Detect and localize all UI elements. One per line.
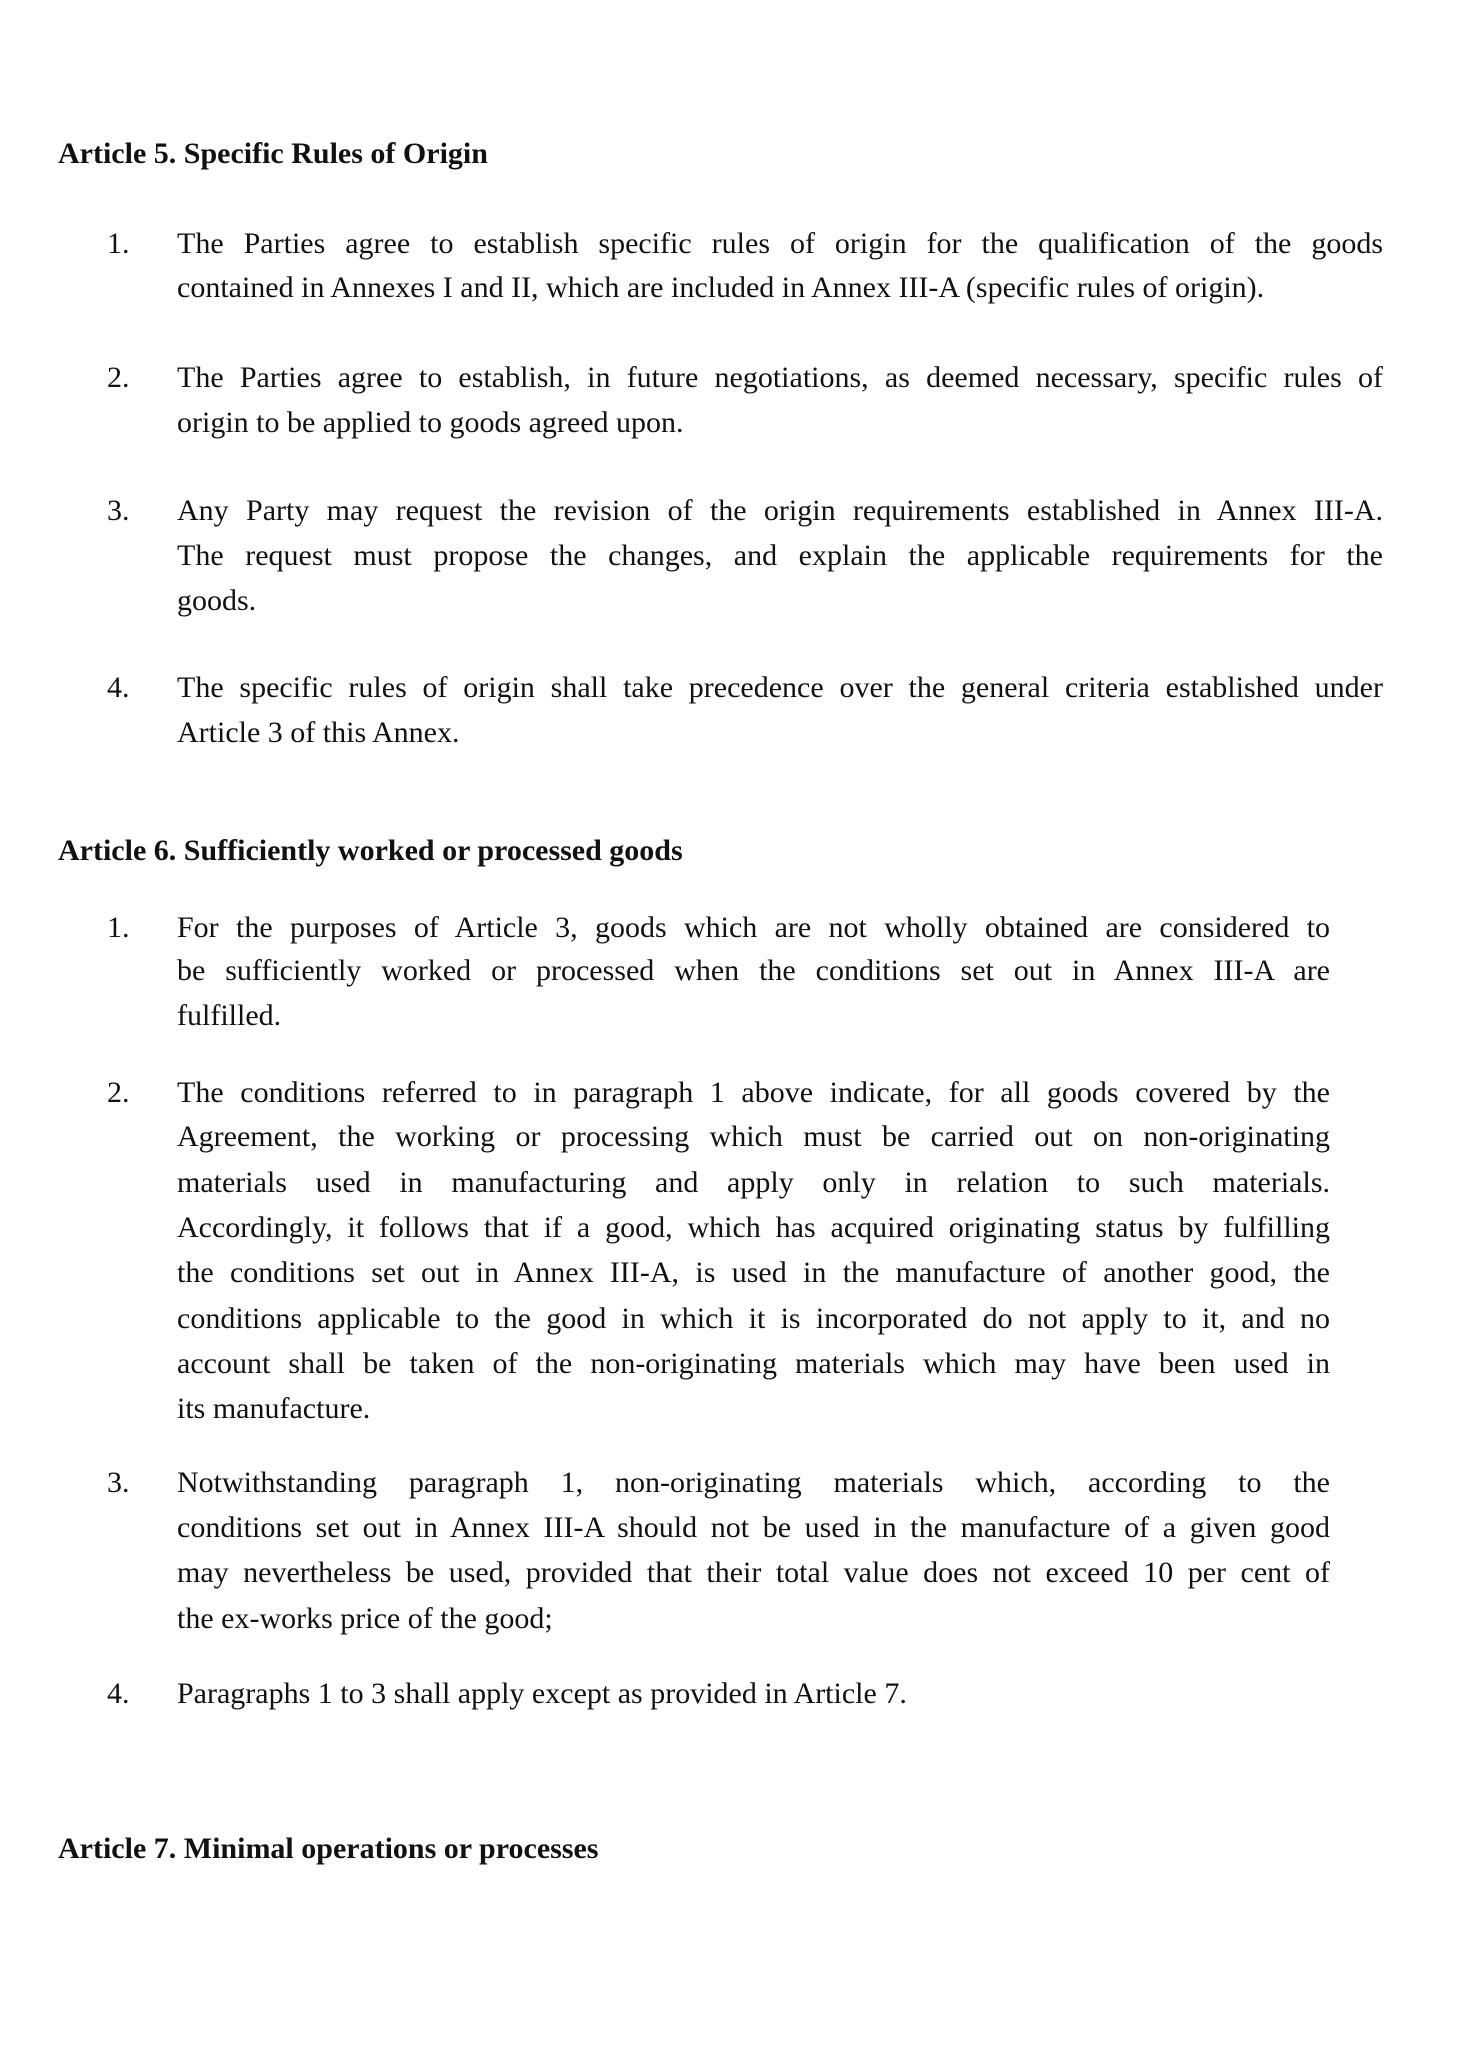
article-6-para-2-line: The conditions referred to in paragraph 1 above indicate, for all goods covered by the — [177, 1076, 1330, 1109]
article-6-para-3-line: may nevertheless be used, provided that their total value does not exceed 10 per cent of — [177, 1556, 1330, 1589]
article-5-para-2-line: The Parties agree to establish, in future negotiations, as deemed necessary, specific rules of — [177, 361, 1383, 394]
article-6-para-1-line: For the purposes of Article 3, goods which are not wholly obtained are considered to — [177, 911, 1330, 944]
article-5-para-4-line: The specific rules of origin shall take precedence over the general criteria established under — [177, 671, 1383, 704]
article-5-para-2-number: 2. — [107, 361, 130, 394]
article-6-para-4-line: Paragraphs 1 to 3 shall apply except as provided in Article 7. — [177, 1677, 907, 1710]
article-6-para-3-line: Notwithstanding paragraph 1, non-originating materials which, according to the — [177, 1466, 1330, 1499]
article-6-para-3-number: 3. — [107, 1466, 130, 1499]
article-5-para-1-line: contained in Annexes I and II, which are included in Annex III-A (specific rules of origin). — [177, 271, 1265, 304]
article-6-para-4-number: 4. — [107, 1677, 130, 1710]
article-5-heading: Article 5. Specific Rules of Origin — [58, 137, 488, 170]
article-5-para-4-number: 4. — [107, 671, 130, 704]
article-6-para-2-line: the conditions set out in Annex III-A, is used in the manufacture of another good, the — [177, 1256, 1330, 1289]
article-5-para-3-line: goods. — [177, 584, 257, 617]
article-6-para-2-line: Agreement, the working or processing which must be carried out on non-originating — [177, 1120, 1330, 1153]
article-5-para-3-number: 3. — [107, 494, 130, 527]
article-6-para-2-line: its manufacture. — [177, 1392, 371, 1425]
article-6-para-2-number: 2. — [107, 1076, 130, 1109]
article-6-heading: Article 6. Sufficiently worked or processed goods — [58, 834, 683, 867]
article-6-para-3-line: conditions set out in Annex III-A should not be used in the manufacture of a given good — [177, 1511, 1330, 1544]
article-6-para-2-line: Accordingly, it follows that if a good, which has acquired originating status by fulfilling — [177, 1211, 1330, 1244]
article-6-para-2-line: conditions applicable to the good in which it is incorporated do not apply to it, and no — [177, 1302, 1330, 1335]
article-6-para-2-line: materials used in manufacturing and apply only in relation to such materials. — [177, 1166, 1330, 1199]
article-5-para-4-line: Article 3 of this Annex. — [177, 716, 460, 749]
article-5-para-3-line: The request must propose the changes, and explain the applicable requirements for the — [177, 539, 1383, 572]
article-6-para-1-line: be sufficiently worked or processed when the conditions set out in Annex III-A are — [177, 954, 1330, 987]
article-6-para-2-line: account shall be taken of the non-originating materials which may have been used in — [177, 1347, 1330, 1380]
article-5-para-1-line: The Parties agree to establish specific rules of origin for the qualification of the goods — [177, 227, 1383, 260]
article-6-para-1-number: 1. — [107, 911, 130, 944]
article-5-para-1-number: 1. — [107, 227, 130, 260]
article-6-para-1-line: fulfilled. — [177, 999, 282, 1032]
article-7-heading: Article 7. Minimal operations or processes — [58, 1832, 599, 1865]
article-5-para-3-line: Any Party may request the revision of the origin requirements established in Annex III-A. — [177, 494, 1383, 527]
article-5-para-2-line: origin to be applied to goods agreed upon. — [177, 406, 684, 439]
article-6-para-3-line: the ex-works price of the good; — [177, 1602, 553, 1635]
